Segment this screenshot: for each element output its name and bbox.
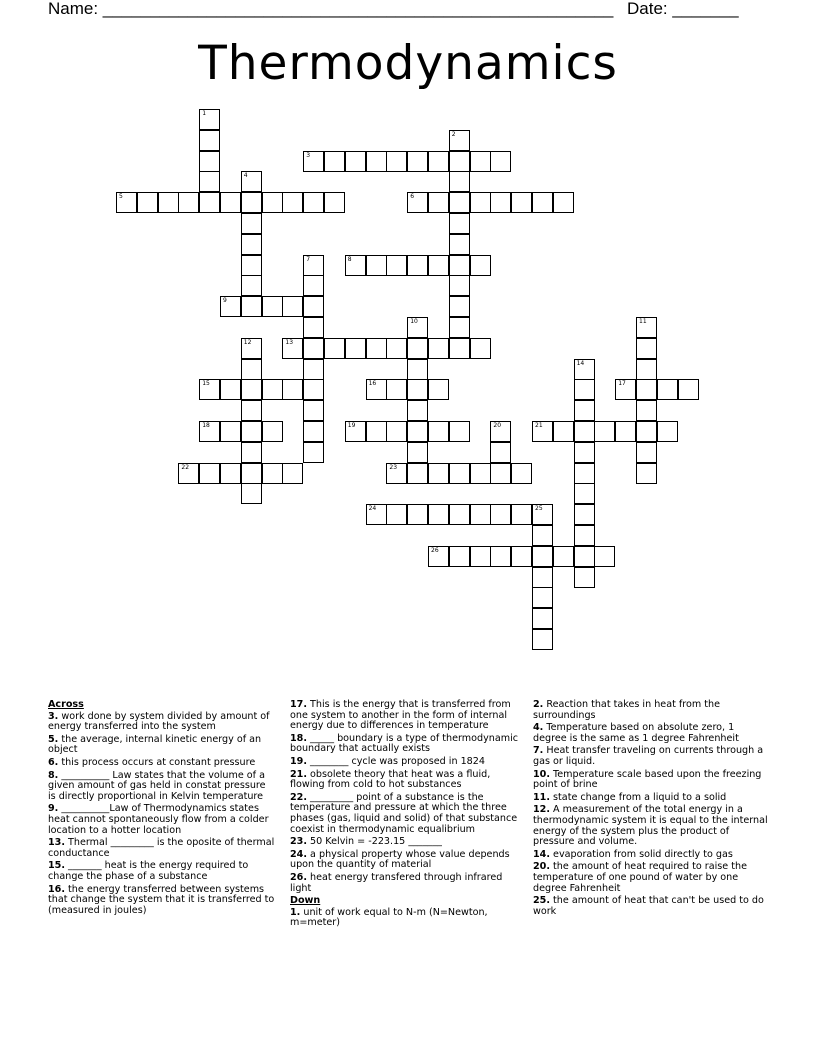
clue-number-label: 22. — [290, 791, 307, 803]
clue-across — [290, 757, 520, 768]
grid-cell[interactable] — [428, 338, 449, 359]
grid-cell[interactable] — [303, 421, 324, 442]
clue-down — [533, 700, 769, 721]
grid-cell[interactable] — [574, 463, 595, 484]
clue-down — [533, 723, 769, 744]
clue-number: 5 — [119, 193, 123, 201]
clue-number-label: 25. — [533, 895, 550, 907]
grid-cell[interactable] — [220, 296, 241, 317]
clue-number-label: 1. — [290, 906, 301, 918]
grid-cell[interactable] — [490, 421, 511, 442]
grid-cell[interactable] — [532, 546, 553, 567]
grid-cell[interactable] — [199, 151, 220, 172]
clue-text: the energy transferred between systems that change the system that it is transferred to (measured in joules) — [48, 883, 275, 916]
grid-cell[interactable] — [511, 546, 532, 567]
grid-cell[interactable] — [220, 192, 241, 213]
grid-cell[interactable] — [324, 192, 345, 213]
clue-text: Heat transfer traveling on currents through a gas or liquid. — [533, 745, 764, 767]
clue-across — [290, 734, 520, 755]
clue-across — [290, 793, 520, 835]
grid-cell[interactable] — [407, 151, 428, 172]
grid-cell[interactable] — [282, 379, 303, 400]
clue-across — [290, 850, 520, 871]
grid-cell[interactable] — [303, 275, 324, 296]
clue-text: the amount of heat that can't be used to do work — [533, 895, 764, 917]
clue-text: _________ point of a substance is the temperature and pressure at which the three phases (gas, liquid and solid) of that substance coexist in thermodynamic equalibrium — [290, 791, 518, 835]
grid-cell[interactable] — [636, 463, 657, 484]
clue-number: 22 — [181, 463, 190, 471]
grid-cell[interactable] — [470, 255, 491, 276]
grid-cell[interactable] — [532, 587, 553, 608]
grid-cell[interactable] — [470, 151, 491, 172]
grid-cell[interactable] — [345, 255, 366, 276]
grid-cell[interactable] — [490, 463, 511, 484]
grid-cell[interactable] — [303, 379, 324, 400]
grid-cell[interactable] — [449, 275, 470, 296]
clue-text: ________ cycle was proposed in 1824 — [307, 755, 485, 767]
clue-number: 23 — [389, 463, 398, 471]
grid-cell[interactable] — [449, 151, 470, 172]
clues-column-2 — [290, 700, 520, 931]
grid-cell[interactable] — [407, 400, 428, 421]
grid-cell[interactable] — [574, 400, 595, 421]
clue-number-label: 19. — [290, 755, 307, 767]
clue-across — [290, 837, 520, 848]
clue-number: 20 — [493, 422, 502, 429]
clue-number: 6 — [410, 193, 415, 201]
grid-cell[interactable] — [282, 192, 303, 213]
clue-number-label: 6. — [48, 756, 59, 768]
grid-cell[interactable] — [407, 338, 428, 359]
grid-cell[interactable] — [262, 421, 283, 442]
grid-cell[interactable] — [303, 400, 324, 421]
clue-text: evaporation from solid directly to gas — [550, 848, 733, 860]
grid-cell[interactable] — [199, 109, 220, 130]
grid-cell[interactable] — [241, 296, 262, 317]
clue-number: 13 — [285, 338, 294, 346]
clue-down — [533, 850, 769, 861]
clue-down — [533, 805, 769, 847]
grid-cell[interactable] — [532, 525, 553, 546]
grid-cell[interactable] — [116, 192, 137, 213]
grid-cell[interactable] — [636, 317, 657, 338]
grid-cell[interactable] — [449, 130, 470, 151]
clue-number-label: 12. — [533, 804, 550, 816]
across-heading: Across — [48, 699, 84, 710]
grid-cell[interactable] — [553, 421, 574, 442]
date-field[interactable]: Date: _______ — [627, 0, 739, 18]
grid-cell[interactable] — [386, 255, 407, 276]
grid-cell[interactable] — [386, 151, 407, 172]
grid-cell[interactable] — [241, 442, 262, 463]
clue-number-label: 14. — [533, 848, 550, 860]
grid-cell[interactable] — [220, 379, 241, 400]
grid-cell[interactable] — [511, 504, 532, 525]
grid-cell[interactable] — [407, 359, 428, 380]
grid-cell[interactable] — [574, 525, 595, 546]
grid-cell[interactable] — [366, 255, 387, 276]
clue-text: Reaction that takes in heat from the surroundings — [533, 699, 721, 721]
grid-cell[interactable] — [428, 421, 449, 442]
grid-cell[interactable] — [199, 463, 220, 484]
clue-number: 4 — [243, 172, 248, 180]
grid-cell[interactable] — [511, 463, 532, 484]
clue-down — [533, 896, 769, 917]
grid-cell[interactable] — [636, 442, 657, 463]
clue-number-label: 11. — [533, 791, 550, 803]
grid-cell[interactable] — [470, 504, 491, 525]
clue-number-label: 16. — [48, 883, 65, 895]
grid-cell[interactable] — [303, 442, 324, 463]
clue-text: unit of work equal to N-m (N=Newton, m=meter) — [290, 906, 488, 929]
grid-cell[interactable] — [178, 192, 199, 213]
clue-number: 17 — [618, 380, 626, 388]
grid-cell[interactable] — [282, 296, 303, 317]
clue-text: state change from a liquid to a solid — [550, 791, 727, 803]
grid-cell[interactable] — [366, 421, 387, 442]
grid-cell[interactable] — [241, 192, 262, 213]
clue-number-label: 10. — [533, 768, 550, 780]
clue-number-label: 8. — [48, 769, 59, 781]
down-heading: Down — [290, 895, 321, 907]
grid-cell[interactable] — [407, 421, 428, 442]
grid-cell[interactable] — [449, 504, 470, 525]
grid-cell[interactable] — [407, 504, 428, 525]
grid-cell[interactable] — [407, 379, 428, 400]
clue-down — [290, 908, 520, 929]
grid-cell[interactable] — [158, 192, 179, 213]
grid-cell[interactable] — [636, 359, 657, 380]
grid-cell[interactable] — [199, 421, 220, 442]
grid-cell[interactable] — [241, 379, 262, 400]
grid-cell[interactable] — [241, 338, 262, 359]
clue-number-label: 7. — [533, 745, 544, 757]
grid-cell[interactable] — [303, 338, 324, 359]
grid-cell[interactable] — [303, 255, 324, 276]
grid-cell[interactable] — [594, 421, 615, 442]
grid-cell[interactable] — [199, 130, 220, 151]
grid-cell[interactable] — [532, 629, 553, 650]
clue-number: 21 — [535, 422, 543, 429]
clue-text: __________Law of Thermodynamics states heat cannot spontaneously flow from a colder location to a hotter location — [48, 803, 269, 836]
clue-down — [533, 793, 769, 804]
grid-cell[interactable] — [449, 317, 470, 338]
clue-text: obsolete theory that heat was a fluid, flowing from cold to hot substances — [290, 768, 491, 791]
grid-cell[interactable] — [407, 463, 428, 484]
clue-number: 7 — [306, 255, 311, 263]
grid-cell[interactable] — [594, 546, 615, 567]
grid-cell[interactable] — [241, 275, 262, 296]
clue-number: 18 — [202, 422, 210, 429]
clue-number: 3 — [306, 151, 311, 159]
grid-cell[interactable] — [428, 546, 449, 567]
grid-cell[interactable] — [449, 171, 470, 192]
grid-cell[interactable] — [553, 192, 574, 213]
grid-cell[interactable] — [574, 567, 595, 588]
clue-number-label: 15. — [48, 860, 65, 872]
clue-text: _______ heat is the energy required to change the phase of a substance — [48, 860, 249, 882]
clue-number-label: 2. — [533, 699, 544, 710]
clue-number: 8 — [347, 255, 352, 263]
grid-cell[interactable] — [241, 255, 262, 276]
clue-down — [533, 862, 769, 894]
clue-number: 24 — [368, 505, 377, 513]
clue-number-label: 5. — [48, 733, 59, 745]
clue-number-label: 3. — [48, 710, 59, 722]
name-field[interactable]: Name: ______________________________________________________ — [48, 0, 614, 18]
clue-number: 9 — [223, 297, 227, 305]
grid-cell[interactable] — [574, 379, 595, 400]
clue-number: 15 — [202, 380, 210, 388]
grid-cell[interactable] — [490, 192, 511, 213]
grid-cell[interactable] — [303, 151, 324, 172]
grid-cell[interactable] — [470, 338, 491, 359]
grid-cell[interactable] — [470, 546, 491, 567]
grid-cell[interactable] — [449, 213, 470, 234]
grid-cell[interactable] — [574, 442, 595, 463]
grid-cell[interactable] — [615, 379, 636, 400]
clue-number: 10 — [410, 318, 418, 325]
grid-cell[interactable] — [262, 379, 283, 400]
grid-cell[interactable] — [428, 379, 449, 400]
grid-cell[interactable] — [574, 421, 595, 442]
grid-cell[interactable] — [220, 463, 241, 484]
grid-cell[interactable] — [574, 546, 595, 567]
clue-text: _____ boundary is a type of thermodynamic boundary that actually exists — [290, 732, 519, 755]
clue-text: this process occurs at constant pressure — [58, 756, 256, 768]
grid-cell[interactable] — [407, 192, 428, 213]
clue-number-label: 4. — [533, 722, 544, 734]
clue-across — [48, 712, 276, 733]
clue-number: 25 — [535, 505, 543, 513]
grid-cell[interactable] — [511, 192, 532, 213]
grid-cell[interactable] — [678, 379, 699, 400]
clue-across — [48, 771, 276, 803]
grid-cell[interactable] — [470, 192, 491, 213]
clue-across — [48, 885, 276, 917]
clue-across — [48, 758, 276, 769]
grid-cell[interactable] — [366, 338, 387, 359]
grid-cell[interactable] — [449, 255, 470, 276]
clue-number-label: 18. — [290, 732, 307, 744]
page-title: Thermodynamics — [198, 36, 618, 91]
grid-cell[interactable] — [532, 567, 553, 588]
grid-cell[interactable] — [324, 338, 345, 359]
grid-cell[interactable] — [303, 359, 324, 380]
grid-cell[interactable] — [262, 192, 283, 213]
grid-cell[interactable] — [241, 213, 262, 234]
clue-across — [48, 861, 276, 882]
clue-number-label: 9. — [48, 803, 59, 815]
clue-number: 12 — [243, 338, 252, 346]
clue-text: Temperature scale based upon the freezing point of brine — [533, 768, 762, 791]
grid-cell[interactable] — [490, 151, 511, 172]
clue-across — [290, 770, 520, 791]
clue-number-label: 17. — [290, 699, 307, 710]
clue-number-label: 20. — [533, 861, 550, 873]
grid-cell[interactable] — [615, 421, 636, 442]
clue-across — [48, 804, 276, 836]
grid-cell[interactable] — [428, 255, 449, 276]
clue-number-label: 21. — [290, 768, 307, 780]
clues-column-3 — [533, 700, 769, 919]
grid-cell[interactable] — [303, 317, 324, 338]
clue-across — [290, 873, 520, 894]
clue-number-label: 13. — [48, 837, 65, 849]
clues-column-1 — [48, 700, 276, 918]
grid-cell[interactable] — [636, 379, 657, 400]
grid-cell[interactable] — [262, 463, 283, 484]
grid-cell[interactable] — [262, 296, 283, 317]
grid-cell[interactable] — [282, 338, 303, 359]
grid-cell[interactable] — [199, 379, 220, 400]
clue-text: heat energy transfered through infrared light — [290, 871, 503, 894]
clue-number: 2 — [451, 130, 456, 138]
grid-cell[interactable] — [303, 296, 324, 317]
clue-text: A measurement of the total energy in a thermodynamic system it is equal to the internal energy of the system plus the product of pressure and volume. — [533, 804, 768, 848]
grid-cell[interactable] — [199, 192, 220, 213]
clue-number-label: 24. — [290, 848, 307, 860]
grid-cell[interactable] — [282, 463, 303, 484]
clue-number: 1 — [202, 110, 207, 117]
grid-cell[interactable] — [241, 400, 262, 421]
clue-text: a physical property whose value depends upon the quantity of material — [290, 848, 510, 871]
grid-cell[interactable] — [428, 151, 449, 172]
grid-cell[interactable] — [407, 442, 428, 463]
grid-cell[interactable] — [386, 421, 407, 442]
clue-down — [533, 770, 769, 791]
grid-cell[interactable] — [241, 171, 262, 192]
grid-cell[interactable] — [574, 359, 595, 380]
grid-cell[interactable] — [137, 192, 158, 213]
grid-cell[interactable] — [553, 546, 574, 567]
grid-cell[interactable] — [303, 192, 324, 213]
grid-cell[interactable] — [178, 463, 199, 484]
clue-text: This is the energy that is transferred from one system to another in the form of internal energy due to differences in temperature — [290, 699, 511, 732]
clue-across — [48, 838, 276, 859]
grid-cell[interactable] — [470, 463, 491, 484]
grid-cell[interactable] — [532, 608, 553, 629]
grid-cell[interactable] — [449, 546, 470, 567]
grid-cell[interactable] — [449, 421, 470, 442]
grid-cell[interactable] — [199, 171, 220, 192]
clue-text: the average, internal kinetic energy of an object — [48, 733, 262, 756]
grid-cell[interactable] — [449, 338, 470, 359]
grid-cell[interactable] — [574, 504, 595, 525]
grid-cell[interactable] — [449, 234, 470, 255]
grid-cell[interactable] — [241, 234, 262, 255]
grid-cell[interactable] — [657, 379, 678, 400]
grid-cell[interactable] — [428, 192, 449, 213]
clue-number: 26 — [431, 546, 439, 554]
grid-cell[interactable] — [366, 379, 387, 400]
clue-text: Thermal _________ is the oposite of thermal conductance — [48, 837, 275, 859]
clue-number-label: 26. — [290, 871, 307, 883]
clue-across — [48, 735, 276, 756]
grid-cell[interactable] — [490, 504, 511, 525]
grid-cell[interactable] — [574, 483, 595, 504]
grid-cell[interactable] — [657, 421, 678, 442]
grid-cell[interactable] — [407, 255, 428, 276]
grid-cell[interactable] — [636, 421, 657, 442]
clue-down — [533, 746, 769, 767]
grid-cell[interactable] — [386, 379, 407, 400]
grid-cell[interactable] — [490, 442, 511, 463]
grid-cell[interactable] — [366, 504, 387, 525]
grid-cell[interactable] — [636, 400, 657, 421]
grid-cell[interactable] — [449, 192, 470, 213]
clue-number-label: 23. — [290, 836, 307, 848]
clue-text: 50 Kelvin = -223.15 _______ — [307, 836, 442, 848]
grid-cell[interactable] — [490, 546, 511, 567]
clue-across — [290, 700, 520, 732]
grid-cell[interactable] — [532, 504, 553, 525]
grid-cell[interactable] — [345, 421, 366, 442]
grid-cell[interactable] — [324, 151, 345, 172]
clue-number: 19 — [347, 422, 356, 429]
clue-text: Temperature based on absolute zero, 1 degree is the same as 1 degree Fahrenheit — [533, 722, 739, 744]
grid-cell[interactable] — [428, 504, 449, 525]
clue-text: __________ Law states that the volume of a given amount of gas held in constat pressure is directly proportional in Kelvin temperature — [48, 769, 266, 802]
grid-cell[interactable] — [386, 338, 407, 359]
grid-cell[interactable] — [407, 317, 428, 338]
grid-cell[interactable] — [241, 421, 262, 442]
grid-cell[interactable] — [241, 483, 262, 504]
grid-cell[interactable] — [241, 463, 262, 484]
grid-cell[interactable] — [241, 359, 262, 380]
clue-number: 14 — [576, 359, 585, 367]
grid-cell[interactable] — [386, 504, 407, 525]
grid-cell[interactable] — [345, 151, 366, 172]
grid-cell[interactable] — [345, 338, 366, 359]
grid-cell[interactable] — [220, 421, 241, 442]
grid-cell[interactable] — [366, 151, 387, 172]
grid-cell[interactable] — [636, 338, 657, 359]
clue-number: 11 — [639, 318, 647, 325]
grid-cell[interactable] — [532, 421, 553, 442]
grid-cell[interactable] — [428, 463, 449, 484]
grid-cell[interactable] — [449, 463, 470, 484]
clue-text: work done by system divided by amount of energy transferred into the system — [48, 710, 270, 733]
clue-number: 16 — [368, 380, 377, 388]
grid-cell[interactable] — [532, 192, 553, 213]
grid-cell[interactable] — [449, 296, 470, 317]
clue-text: the amount of heat required to raise the temperature of one pound of water by one degree Fahrenheit — [533, 861, 747, 894]
grid-cell[interactable] — [386, 463, 407, 484]
